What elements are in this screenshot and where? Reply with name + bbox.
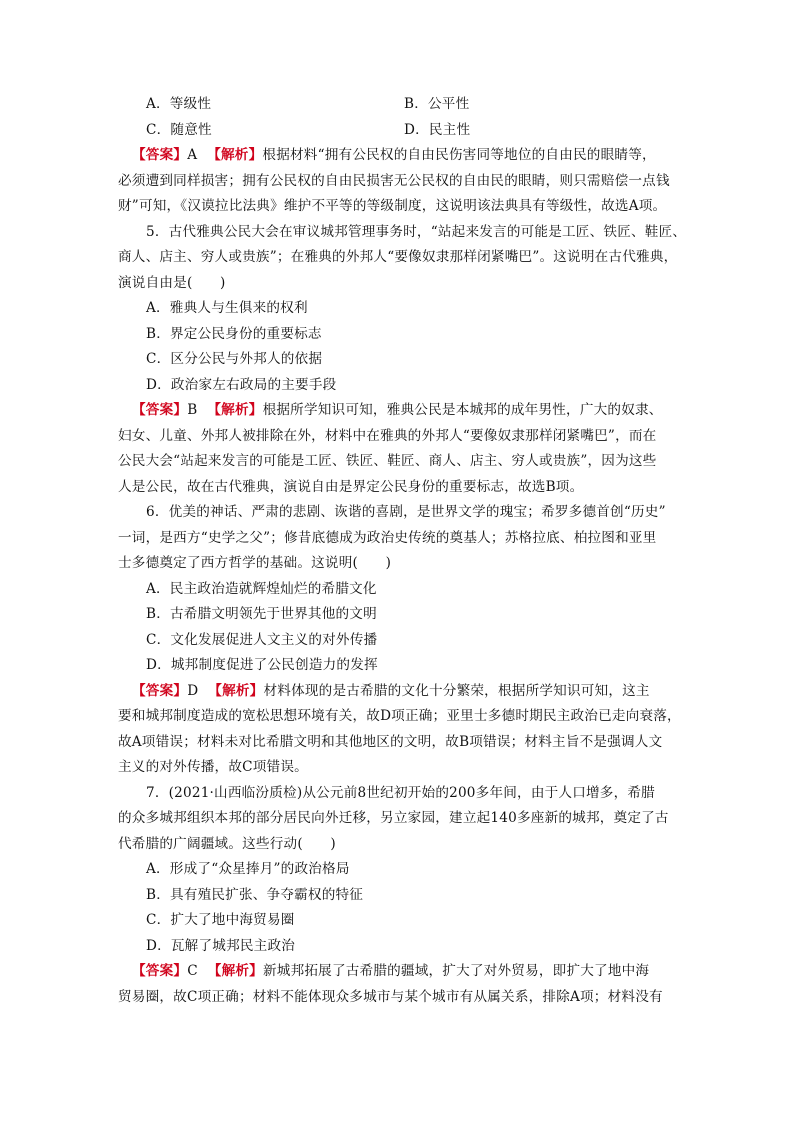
answer-value: D [187, 682, 199, 699]
answer-tag: 【答案】 [132, 963, 188, 979]
q7-option-c: C．扩大了地中海贸易圈 [146, 912, 295, 928]
q7-option-d: D．瓦解了城邦民主政治 [146, 937, 296, 954]
q5-option-c: C．区分公民与外邦人的依据 [146, 351, 323, 367]
q5-stem: 5．古代雅典公民大会在审议城邦管理事务时，“站起来发言的可能是工匠、铁匠、鞋匠、 [146, 223, 687, 240]
q5-stem: 演说自由是( ) [118, 274, 226, 291]
analysis-tag: 【解析】 [207, 963, 263, 979]
analysis-text: 新城邦拓展了古希腊的疆域，扩大了对外贸易，即扩大了地中海 [262, 963, 650, 979]
analysis-text: 主义的对外传播，故C项错误。 [118, 759, 308, 775]
answer-value: A [187, 147, 198, 163]
analysis-text: 财”可知，《汉谟拉比法典》维护不平等的等级制度，这说明该法典具有等级性，故选A项。 [118, 198, 667, 214]
q4-option-c: C．随意性 [146, 121, 212, 138]
analysis-text: 人是公民，故在古代雅典，演说自由是界定公民身份的重要标志，故选B项。 [118, 478, 584, 495]
analysis-tag: 【解析】 [207, 402, 263, 418]
q4-option-b: B．公平性 [404, 96, 470, 112]
q5-option-d: D．政治家左右政局的主要手段 [146, 376, 337, 393]
analysis-text: 公民大会“站起来发言的可能是工匠、铁匠、鞋匠、商人、店主、穷人或贵族”，因为这些 [118, 453, 657, 469]
q6-stem: 6．优美的神话、严肃的悲剧、诙谐的喜剧，是世界文学的瑰宝；希罗多德首创“历史” [146, 504, 666, 520]
q5-answer-line [118, 398, 678, 424]
q5-option-a: A．雅典人与生俱来的权利 [146, 300, 308, 316]
analysis-text: 根据材料“拥有公民权的自由民伤害同等地位的自由民的眼睛等， [262, 147, 656, 163]
analysis-text: 根据所学知识可知，雅典公民是本城邦的成年男性，广大的奴隶、 [262, 402, 663, 418]
q6-option-a: A．民主政治造就辉煌灿烂的希腊文化 [146, 580, 377, 597]
q7-stem: 代希腊的广阔疆域。这些行动( ) [118, 835, 336, 852]
analysis-text: 必须遭到同样损害；拥有公民权的自由民损害无公民权的自由民的眼睛，则只需赔偿一点钱 [118, 172, 670, 189]
q7-answer-line [118, 959, 678, 985]
q6-option-c: C．文化发展促进人文主义的对外传播 [146, 631, 378, 648]
q7-stem: 7．(2021·山西临汾质检)从公元前8世纪初开始的200多年间，由于人口增多，希腊 [146, 784, 655, 801]
q6-option-d: D．城邦制度促进了公民创造力的发挥 [146, 657, 378, 673]
document-page [118, 92, 687, 1010]
q5-option-b: B．界定公民身份的重要标志 [146, 325, 322, 342]
answer-value: B [187, 402, 198, 418]
q4-answer-line [118, 143, 678, 169]
q7-option-a: A．形成了“众星捧月”的政治格局 [146, 861, 350, 877]
analysis-text: 贸易圈，故C项正确；材料不能体现众多城市与某个城市有从属关系，排除A项；材料没有 [118, 988, 663, 1005]
analysis-text: 妇女、儿童、外邦人被排除在外，材料中在雅典的外邦人“要像奴隶那样闭紧嘴巴”，而在 [118, 427, 657, 444]
q7-option-b: B．具有殖民扩张、争夺霸权的特征 [146, 886, 364, 903]
q5-stem: 商人、店主、穷人或贵族”；在雅典的外邦人“要像奴隶那样闭紧嘴巴”。这说明在古代雅典， [118, 249, 678, 265]
analysis-text: 材料体现的是古希腊的文化十分繁荣，根据所学知识可知，这主 [263, 682, 650, 699]
q6-option-b: B．古希腊文明领先于世界其他的文明 [146, 606, 377, 622]
q4-options-row-2 [118, 118, 678, 144]
analysis-text: 故A项错误；材料未对比希腊文明和其他地区的文明，故B项错误；材料主旨不是强调人文 [118, 733, 663, 750]
q4-option-a: A．等级性 [146, 96, 212, 112]
answer-tag: 【答案】 [132, 147, 188, 163]
answer-value: C [187, 963, 198, 979]
answer-tag: 【答案】 [132, 682, 188, 699]
analysis-text: 要和城邦制度造成的宽松思想环境有关，故D项正确；亚里士多德时期民主政治已走向衰落， [118, 708, 681, 724]
q4-option-d: D．民主性 [404, 121, 471, 138]
analysis-tag: 【解析】 [208, 682, 264, 699]
q6-stem: 士多德奠定了西方哲学的基础。这说明( ) [118, 555, 392, 571]
q7-stem: 的众多城邦组织本邦的部分居民向外迁移，另立家园，建立起140多座新的城邦，奠定了古 [118, 810, 669, 826]
q6-answer-line [118, 679, 678, 705]
q4-options-row-1 [118, 92, 678, 118]
answer-tag: 【答案】 [132, 402, 188, 418]
analysis-tag: 【解析】 [207, 147, 263, 163]
q6-stem: 一词，是西方“史学之父”；修昔底德成为政治史传统的奠基人；苏格拉底、柏拉图和亚里 [118, 529, 657, 546]
